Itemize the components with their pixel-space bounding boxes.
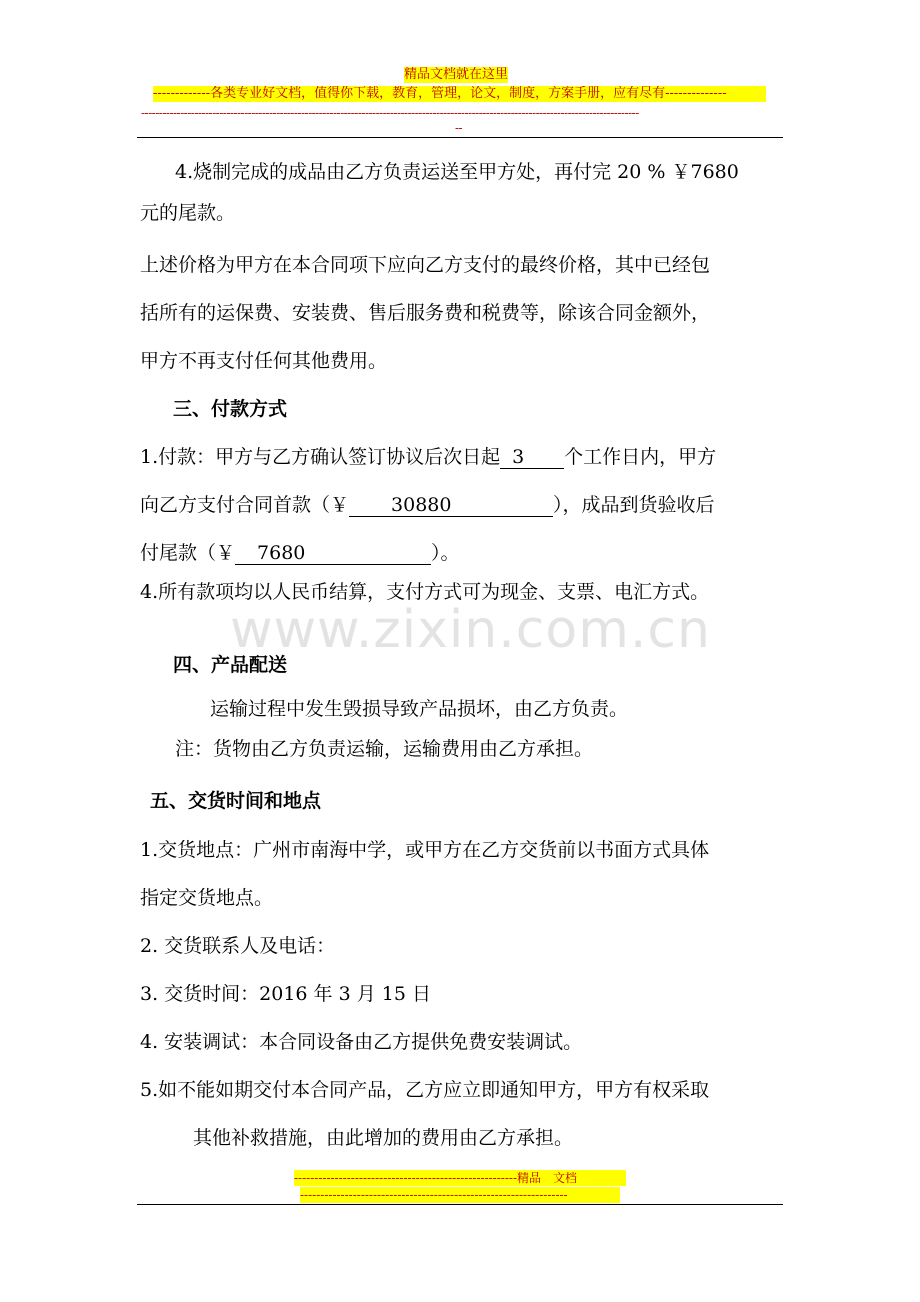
contact-line: 2. 交货联系人及电话： [140,935,336,957]
installation-line: 4. 安装调试：本合同设备由乙方提供免费安装调试。 [140,1031,583,1053]
footer-line2: ------------------------------------------------------------------ [300,1187,620,1203]
footer-rule [137,1204,783,1205]
watermark: www.zixin.com.cn [230,600,711,660]
payment-days-field: 3 [500,446,564,469]
header-rule [137,137,783,138]
payment-item4: 4.所有款项均以人民币结算，支付方式可为现金、支票、电汇方式。 [140,581,710,603]
note-line: 注：货物由乙方负责运输，运输费用由乙方承担。 [175,738,594,760]
payment-final-amount-field: 7680 [235,542,431,565]
payment-line2-start: 向乙方支付合同首款（￥ [140,494,350,516]
location-line1: 1.交货地点：广州市南海中学，或甲方在乙方交货前以书面方式具体 [140,839,710,861]
section5-heading: 五、交货时间和地点 [150,790,322,812]
payment-line1-end: 个工作日内，甲方 [564,446,717,468]
price-line2: 括所有的运保费、安装费、售后服务费和税费等，除该合同金额外， [140,302,711,324]
footer-line1: -------------------------------------------------------精品 文档 [294,1170,626,1186]
delivery-line: 运输过程中发生毁损导致产品损坏，由乙方负责。 [210,698,629,720]
payment-first-amount-field: 30880 [349,494,553,517]
header-banner: -------------各类专业好文档，值得你下载，教育，管理，论文，制度，方案手册，应有尽有-------------- [153,86,766,102]
payment-line3 [140,542,460,565]
item4-line1: 4.烧制完成的成品由乙方负责运送至甲方处，再付完 20 % ￥7680 [175,161,739,183]
delivery-time-line: 3. 交货时间：2016 年 3 月 15 日 [140,983,431,1005]
section3-heading: 三、付款方式 [173,398,288,420]
payment-line2-end: ），成品到货验收后 [553,494,715,516]
payment-line3-start: 付尾款（￥ [140,542,236,564]
delay-line1: 5.如不能如期交付本合同产品，乙方应立即通知甲方，甲方有权采取 [140,1079,710,1101]
header-title: 精品文档就在这里 [404,67,509,82]
payment-line2 [140,494,715,517]
header-dash-tail: -- [455,121,463,135]
item4-line2: 元的尾款。 [140,202,236,224]
header-dash-line: -------------------------------------------------------------------------------------------------------------------------------------------- [141,106,639,120]
payment-line3-end: ）。 [431,542,460,564]
location-line2: 指定交货地点。 [140,887,274,909]
price-line1: 上述价格为甲方在本合同项下应向乙方支付的最终价格，其中已经包 [140,254,711,276]
section4-heading: 四、产品配送 [173,654,288,676]
delay-line2: 其他补救措施，由此增加的费用由乙方承担。 [193,1127,574,1149]
payment-line1-start: 1.付款：甲方与乙方确认签订协议后次日起 [140,446,501,468]
payment-line1 [140,446,716,469]
price-line3: 甲方不再支付任何其他费用。 [140,350,388,372]
